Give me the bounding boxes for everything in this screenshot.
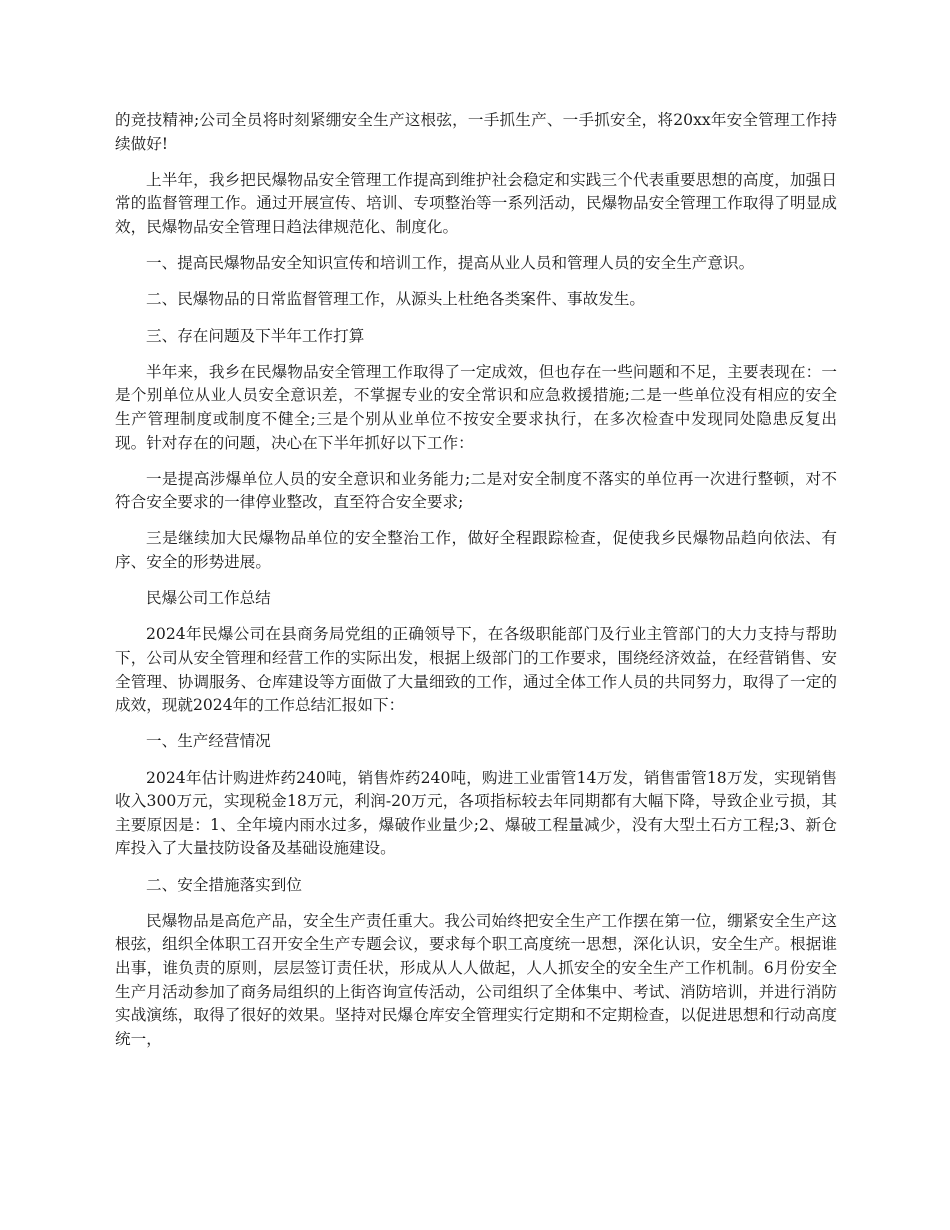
paragraph-heading-safety: 二、安全措施落实到位 bbox=[146, 875, 302, 894]
section-title: 民爆公司工作总结 bbox=[146, 589, 271, 608]
paragraph-plan-one-two: 一是提高涉爆单位人员的安全意识和业务能力;二是对安全制度不落实的单位再一次进行整顿，对不符合安全要求的一律停业整改，直至符合安全要求; bbox=[115, 469, 837, 512]
paragraph-company-intro: 2024年民爆公司在县商务局党组的正确领导下，在各级职能部门及行业主管部门的大力支持与帮助下，公司从安全管理和经营工作的实际出发，根据上级部门的工作要求，围绕经济效益，在经营销售、安全管理、协调服务、仓库建设等方面做了大量细致的工作，通过全体工作人员的共同努力，取得了一定的成效，现就2024年的工作总结汇报如下： bbox=[115, 625, 837, 715]
paragraph-heading-problems: 三、存在问题及下半年工作打算 bbox=[146, 326, 365, 345]
paragraph-item-one: 一、提高民爆物品安全知识宣传和培训工作，提高从业人员和管理人员的安全生产意识。 bbox=[146, 254, 755, 273]
paragraph-item-two: 二、民爆物品的日常监督管理工作，从源头上杜绝各类案件、事故发生。 bbox=[146, 290, 646, 309]
paragraph-heading-operations: 一、生产经营情况 bbox=[146, 732, 271, 751]
paragraph-half-year-summary: 上半年，我乡把民爆物品安全管理工作提高到维护社会稳定和实践三个代表重要思想的高度，加强日常的监督管理工作。通过开展宣传、培训、专项整治等一系列活动，民爆物品安全管理工作取得了明显成效，民爆物品安全管理日趋法律规范化、制度化。 bbox=[115, 170, 837, 236]
document-page bbox=[115, 109, 837, 1064]
paragraph-safety: 民爆物品是高危产品，安全生产责任重大。我公司始终把安全生产工作摆在第一位，绷紧安全生产这根弦，组织全体职工召开安全生产专题会议，要求每个职工高度统一思想，深化认识，安全生产。根据谁出事，谁负责的原则，层层签订责任状，形成从人人做起，人人抓安全的安全生产工作机制。6月份安全生产月活动参加了商务局组织的上街咨询宣传活动，公司组织了全体集中、考试、消防培训，并进行消防实战演练，取得了很好的效果。坚持对民爆仓库安全管理实行定期和不定期检查，以促进思想和行动高度统一， bbox=[115, 911, 837, 1048]
paragraph-problems: 半年来，我乡在民爆物品安全管理工作取得了一定成效，但也存在一些问题和不足，主要表现在：一是个别单位从业人员安全意识差，不掌握专业的安全常识和应急救援措施;二是一些单位没有相应的安全生产管理制度或制度不健全;三是个别从业单位不按安全要求执行，在多次检查中发现同处隐患反复出现。针对存在的问题，决心在下半年抓好以下工作： bbox=[115, 362, 837, 452]
paragraph-operations: 2024年估计购进炸药240吨，销售炸药240吨，购进工业雷管14万发，销售雷管18万发，实现销售收入300万元，实现税金18万元，利润-20万元，各项指标较去年同期都有大幅下降，导致企业亏损，其主要原因是：1、全年境内雨水过多，爆破作业量少;2、爆破工程量减少，没有大型土石方工程;3、新仓库投入了大量技防设备及基础设施建设。 bbox=[115, 768, 837, 858]
paragraph-plan-three: 三是继续加大民爆物品单位的安全整治工作，做好全程跟踪检查，促使我乡民爆物品趋向依法、有序、安全的形势进展。 bbox=[115, 529, 837, 572]
paragraph-continuation: 的竞技精神;公司全员将时刻紧绷安全生产这根弦，一手抓生产、一手抓安全，将20xx年安全管理工作持续做好! bbox=[115, 111, 837, 153]
